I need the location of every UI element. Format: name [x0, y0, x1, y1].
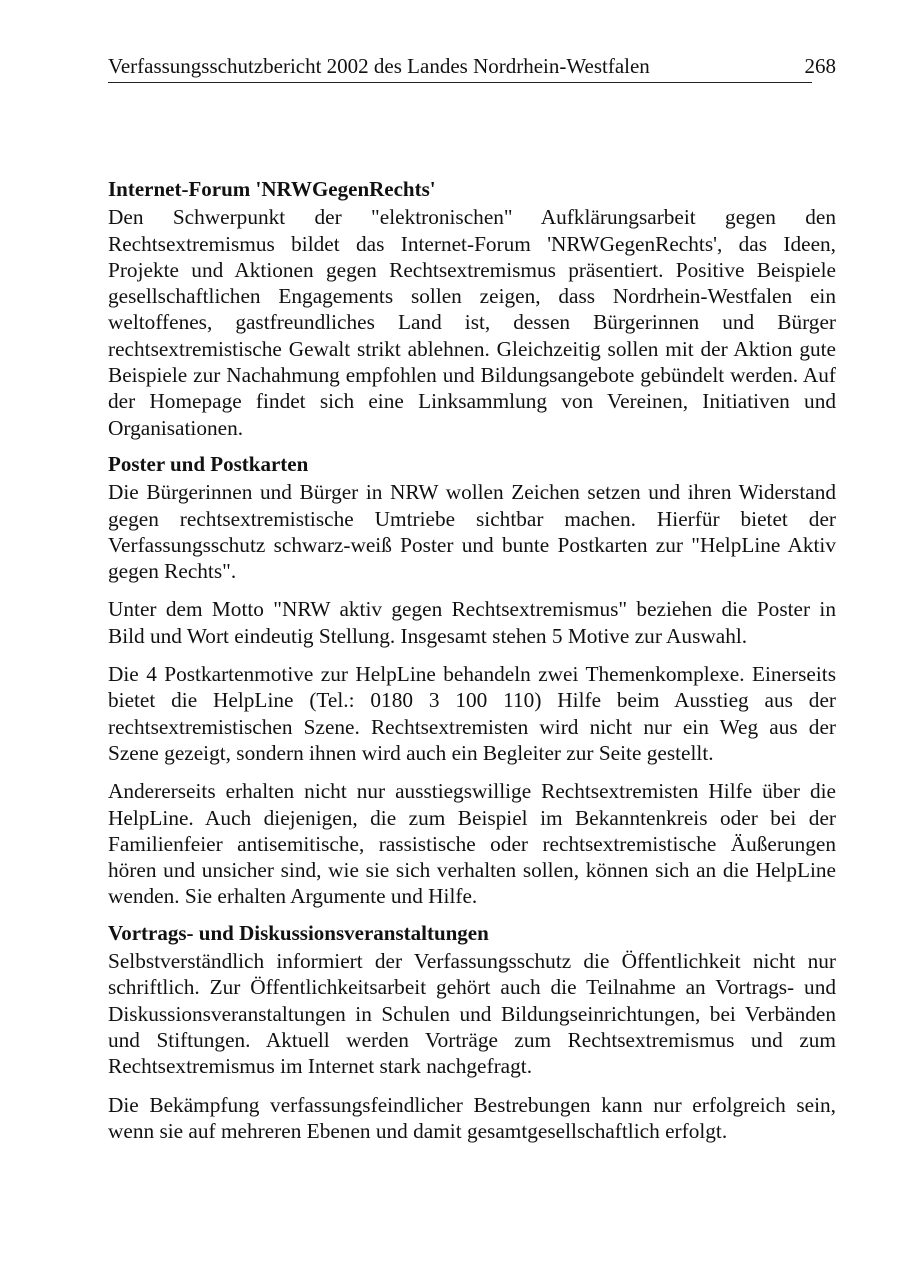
paragraph-poster-intro: Die Bürgerinnen und Bürger in NRW wollen Zeichen setzen und ihren Widerstand gegen rechtsextremistische Umtriebe sichtbar machen. Hierfür bietet der Verfassungsschutz schwarz-weiß Poster und bunte Postkarten zur "HelpLine Aktiv gegen Rechts".: [108, 480, 836, 584]
paragraph-internet-forum: Den Schwerpunkt der "elektronischen" Aufklärungsarbeit gegen den Rechtsextremismus bildet das Internet-Forum 'NRWGegenRechts', das Ideen, Projekte und Aktionen gegen Rechtsextremismus präsentiert. Positive Beispiele gesellschaftlichen Engagements sollen zeigen, dass Nordrhein-Westfalen ein weltoffenes, gastfreundliches Land ist, dessen Bürgerinnen und Bürger rechtsextremistische Gewalt strikt ablehnen. Gleichzeitig sollen mit der Aktion gute Beispiele zur Nachahmung empfohlen und Bildungsangebote gebündelt werden. Auf der Homepage findet sich eine Linksammlung von Vereinen, Initiativen und Organisationen.: [108, 205, 836, 440]
section-heading-internet-forum: Internet-Forum 'NRWGegenRechts': [108, 177, 436, 201]
section-heading-poster-postkarten: Poster und Postkarten: [108, 451, 309, 476]
page-number: 268: [804, 54, 836, 78]
paragraph-poster-motto: Unter dem Motto "NRW aktiv gegen Rechtsextremismus" beziehen die Poster in Bild und Wort eindeutig Stellung. Insgesamt stehen 5 Motive zur Auswahl.: [108, 597, 836, 648]
paragraph-postkarten-motive: Die 4 Postkartenmotive zur HelpLine behandeln zwei Themenkomplexe. Einerseits bietet die HelpLine (Tel.: 0180 3 100 110) Hilfe beim Ausstieg aus der rechtsextremistischen Szene. Rechtsextremisten wird nicht nur ein Weg aus der Szene gezeigt, sondern ihnen wird auch ein Begleiter zur Seite gestellt.: [108, 662, 836, 765]
header-title: Verfassungsschutzbericht 2002 des Landes Nordrhein-Westfalen: [108, 54, 650, 78]
paragraph-oeffentlichkeitsarbeit: Selbstverständlich informiert der Verfassungsschutz die Öffentlichkeit nicht nur schriftlich. Zur Öffentlichkeitsarbeit gehört auch die Teilnahme an Vortrags- und Diskussionsveranstaltungen in Schulen und Bildungseinrichtungen, bei Verbänden und Stiftungen. Aktuell werden Vorträge zum Rechtsextremismus und zum Rechtsextremismus im Internet stark nachgefragt.: [108, 949, 836, 1079]
running-header: [108, 52, 836, 83]
paragraph-helpline: Andererseits erhalten nicht nur ausstiegswillige Rechtsextremisten Hilfe über die HelpLine. Auch diejenigen, die zum Beispiel im Bekanntenkreis oder bei der Familienfeier antisemitische, rassistische oder rechtsextremistische Äußerungen hören und unsicher sind, wie sie sich verhalten sollen, können sich an die HelpLine wenden. Sie erhalten Argumente und Hilfe.: [108, 779, 836, 909]
page-body: [108, 176, 836, 1156]
section-heading-vortraege: Vortrags- und Diskussionsveranstaltungen: [108, 920, 489, 945]
paragraph-bekaempfung: Die Bekämpfung verfassungsfeindlicher Bestrebungen kann nur erfolgreich sein, wenn sie auf mehreren Ebenen und damit gesamtgesellschaftlich erfolgt.: [108, 1092, 836, 1143]
